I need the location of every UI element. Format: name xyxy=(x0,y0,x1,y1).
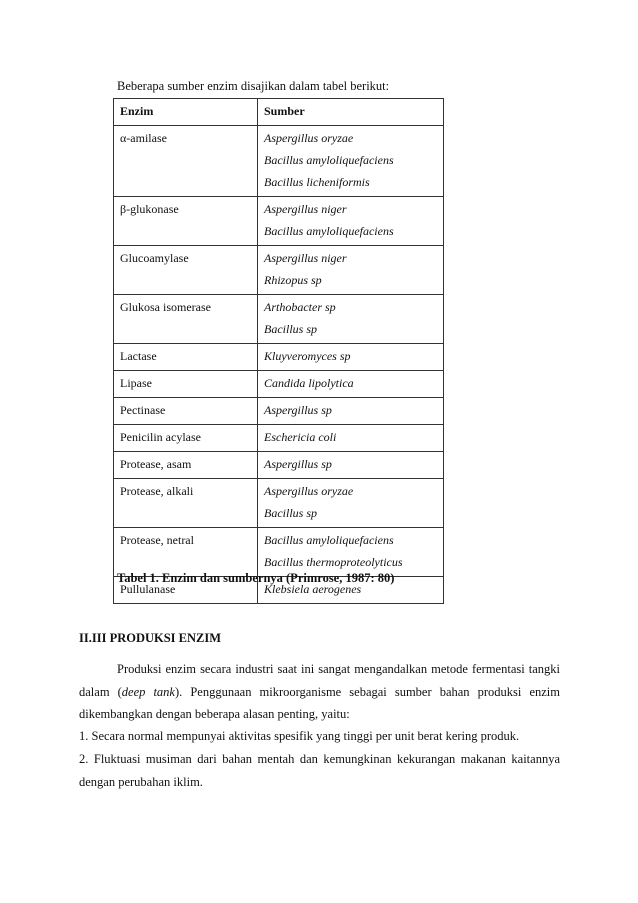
table-row xyxy=(114,197,444,246)
list-item: 2. Fluktuasi musiman dari bahan mentah dan kemungkinan kekurangan makanan kaitannya dengan perubahan iklim. xyxy=(79,752,560,789)
table-row xyxy=(114,371,444,398)
list-item: 1. Secara normal mempunyai aktivitas spesifik yang tinggi per unit berat kering produk. xyxy=(79,729,520,743)
paragraph-production xyxy=(79,658,560,726)
source-organism: Arthobacter sp xyxy=(264,300,336,314)
section-title: II.III PRODUKSI ENZIM xyxy=(79,631,222,645)
source-organism: Aspergillus niger xyxy=(264,202,347,216)
enzyme-name-cell: β-glukonase xyxy=(114,197,258,246)
source-organism: Aspergillus sp xyxy=(264,403,332,417)
enzyme-name-cell: Penicilin acylase xyxy=(114,425,258,452)
enzyme-source-cell xyxy=(258,295,444,344)
paragraph-text-before: Produksi enzim secara industri saat ini sangat mengandalkan metode fermentasi tangki dalam ( xyxy=(79,662,560,699)
table-body xyxy=(114,126,444,604)
source-organism: Bacillus thermoproteolyticus xyxy=(264,555,403,569)
table-header-row xyxy=(114,99,444,126)
source-organism: Eschericia coli xyxy=(264,430,337,444)
enzyme-source-cell xyxy=(258,126,444,197)
enzyme-name-cell: Protease, asam xyxy=(114,452,258,479)
source-organism: Klebsiela aerogenes xyxy=(264,582,362,596)
source-organism: Bacillus amyloliquefaciens xyxy=(264,224,394,238)
source-organism: Aspergillus sp xyxy=(264,457,332,471)
enzyme-source-cell xyxy=(258,246,444,295)
enzyme-name-cell: Glucoamylase xyxy=(114,246,258,295)
paragraph-italic-term: deep tank xyxy=(121,684,175,699)
enzyme-source-cell xyxy=(258,479,444,528)
enzyme-source-cell xyxy=(258,425,444,452)
table-row xyxy=(114,398,444,425)
table-row xyxy=(114,344,444,371)
enzyme-name-cell: Protease, alkali xyxy=(114,479,258,528)
enzyme-name-cell: Pullulanase xyxy=(114,577,258,604)
enzyme-name-cell: Protease, netral xyxy=(114,528,258,577)
enzyme-source-table xyxy=(113,98,444,604)
enzyme-source-cell xyxy=(258,371,444,398)
source-organism: Bacillus amyloliquefaciens xyxy=(264,533,394,547)
source-organism: Aspergillus oryzae xyxy=(264,484,354,498)
table-row xyxy=(114,479,444,528)
table-row xyxy=(114,246,444,295)
source-organism: Rhizopus sp xyxy=(264,273,322,287)
enzyme-source-cell xyxy=(258,197,444,246)
source-organism: Aspergillus niger xyxy=(264,251,347,265)
source-organism: Bacillus sp xyxy=(264,506,317,520)
paragraph-text-after: ). Penggunaan mikroorganisme sebagai sumber bahan produksi enzim dikembangkan dengan beberapa alasan penting, yaitu: xyxy=(79,684,560,721)
source-organism: Bacillus licheniformis xyxy=(264,175,370,189)
source-organism: Aspergillus oryzae xyxy=(264,131,354,145)
enzyme-source-cell xyxy=(258,528,444,577)
source-organism: Bacillus sp xyxy=(264,322,317,336)
enzyme-source-cell xyxy=(258,452,444,479)
source-organism: Kluyveromyces sp xyxy=(264,349,351,363)
enzyme-name-cell: α-amilase xyxy=(114,126,258,197)
header-sumber: Sumber xyxy=(258,99,444,126)
enzyme-name-cell: Lactase xyxy=(114,344,258,371)
table-caption: Tabel 1. Enzim dan sumbernya (Primrose, 1987: 80) xyxy=(117,571,395,585)
enzyme-source-cell xyxy=(258,398,444,425)
source-organism: Bacillus amyloliquefaciens xyxy=(264,153,394,167)
enzyme-name-cell: Glukosa isomerase xyxy=(114,295,258,344)
table-row xyxy=(114,295,444,344)
enzyme-name-cell: Pectinase xyxy=(114,398,258,425)
source-organism: Candida lipolytica xyxy=(264,376,354,390)
table-row xyxy=(114,126,444,197)
header-enzim: Enzim xyxy=(114,99,258,126)
table-row xyxy=(114,425,444,452)
table-intro-text: Beberapa sumber enzim disajikan dalam tabel berikut: xyxy=(117,79,390,93)
table-row xyxy=(114,528,444,577)
enzyme-source-cell xyxy=(258,344,444,371)
table-row xyxy=(114,452,444,479)
enzyme-name-cell: Lipase xyxy=(114,371,258,398)
